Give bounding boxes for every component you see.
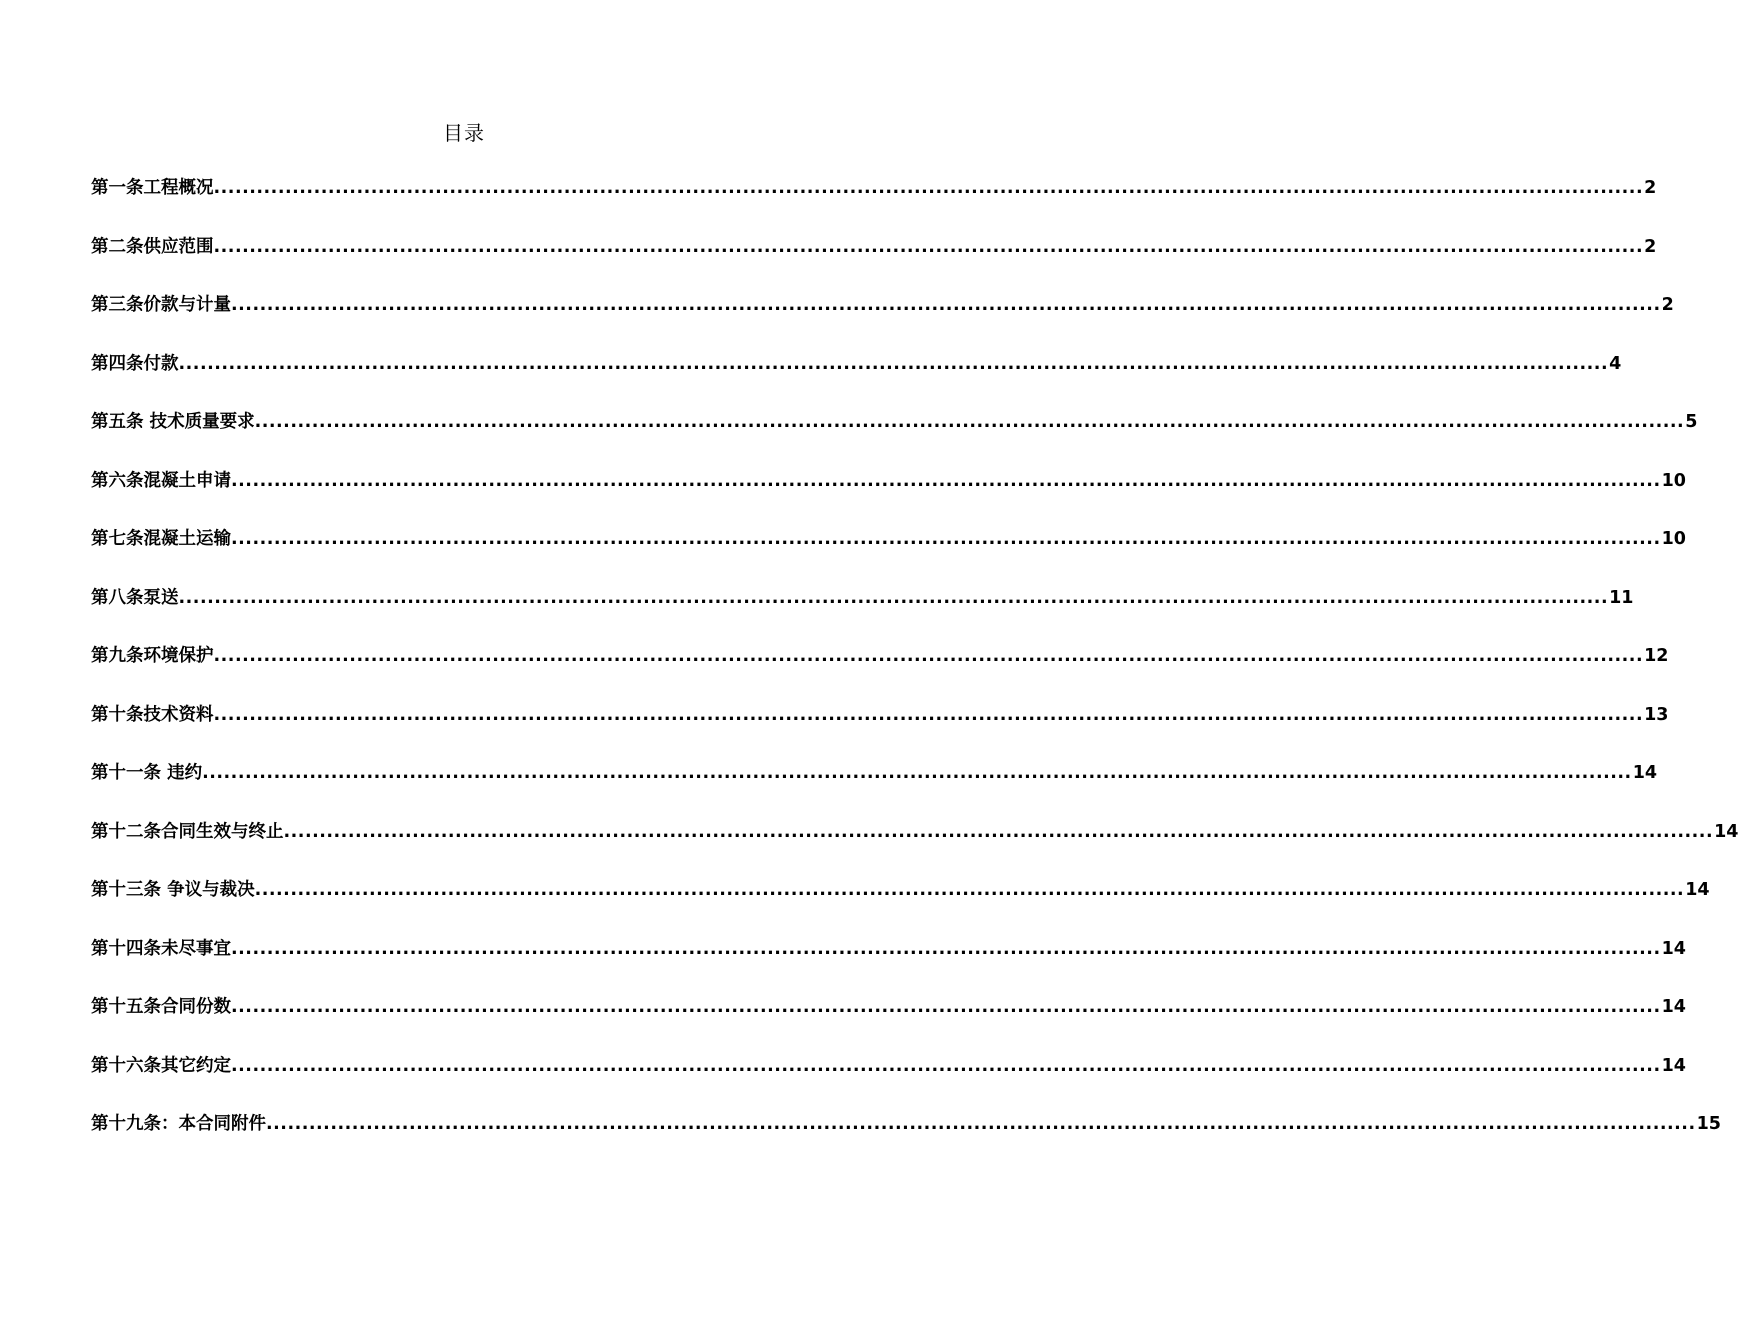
toc-entry-label: 第十二条合同生效与终止 <box>91 821 284 842</box>
toc-entry-label: 第九条环境保护 <box>91 646 214 666</box>
toc-entry-page-number: 12 <box>1644 646 1669 666</box>
toc-dot-leader: ........................................................................................................................................................................................................ <box>231 295 1661 315</box>
toc-entry-page-number: 10 <box>1661 529 1686 549</box>
toc-entry-label: 第十一条 违约 <box>91 763 203 783</box>
toc-entry[interactable] <box>91 759 1658 818</box>
toc-entry[interactable] <box>91 174 1657 233</box>
toc-dot-leader: ........................................................................................................................................................................................................ <box>266 1114 1696 1134</box>
toc-entry-label: 第三条价款与计量 <box>91 295 231 315</box>
toc-entry-page-number: 4 <box>1609 353 1622 374</box>
toc-entry[interactable] <box>91 935 1686 994</box>
toc-dot-leader: ........................................................................................................................................................................................................ <box>283 821 1714 842</box>
toc-entry-page-number: 14 <box>1632 763 1658 783</box>
toc-dot-leader: ........................................................................................................................................................................................................ <box>202 763 1632 783</box>
toc-entry[interactable] <box>91 701 1669 760</box>
toc-entry-label: 第十四条未尽事宜 <box>91 938 231 959</box>
toc-entry-label: 第六条混凝土申请 <box>91 470 231 491</box>
toc-dot-leader: ........................................................................................................................................................................................................ <box>213 178 1644 198</box>
toc-entry-page-number: 2 <box>1644 236 1657 257</box>
toc-entry[interactable] <box>91 350 1622 409</box>
toc-dot-leader: ........................................................................................................................................................................................................ <box>254 880 1685 900</box>
toc-title: 目录 <box>443 121 485 145</box>
toc-entry-label: 第四条付款 <box>91 353 179 374</box>
toc-dot-leader: ........................................................................................................................................................................................................ <box>231 529 1661 549</box>
toc-entry-page-number: 10 <box>1661 470 1686 491</box>
toc-entry[interactable] <box>91 1110 1721 1169</box>
toc-entry-page-number: 14 <box>1661 938 1686 959</box>
toc-entry-page-number: 15 <box>1696 1114 1721 1134</box>
toc-entry-label: 第一条工程概况 <box>91 178 214 198</box>
toc-entry-page-number: 13 <box>1644 704 1669 725</box>
toc-entry[interactable] <box>91 291 1674 350</box>
toc-dot-leader: ........................................................................................................................................................................................................ <box>231 938 1661 959</box>
toc-entry-label: 第十条技术资料 <box>91 704 214 725</box>
toc-entry-label: 第十九条：本合同附件 <box>91 1114 266 1134</box>
toc-entry-page-number: 14 <box>1714 821 1738 842</box>
toc-entry-page-number: 2 <box>1644 178 1657 198</box>
toc-entry-label: 第十五条合同份数 <box>91 997 231 1017</box>
toc-entry-page-number: 14 <box>1661 997 1686 1017</box>
toc-entry[interactable] <box>91 584 1634 643</box>
toc-entry-label: 第五条 技术质量要求 <box>91 412 255 432</box>
toc-entry-label: 第七条混凝土运输 <box>91 529 231 549</box>
toc-entry[interactable] <box>91 525 1686 584</box>
toc-dot-leader: ........................................................................................................................................................................................................ <box>231 997 1661 1017</box>
toc-dot-leader: ........................................................................................................................................................................................................ <box>231 1055 1661 1076</box>
toc-list <box>91 174 1738 1169</box>
toc-entry[interactable] <box>91 818 1738 877</box>
toc-dot-leader: ........................................................................................................................................................................................................ <box>178 587 1609 608</box>
toc-entry[interactable] <box>91 408 1698 467</box>
toc-entry[interactable] <box>91 876 1710 935</box>
toc-entry[interactable] <box>91 993 1686 1052</box>
toc-entry[interactable] <box>91 467 1686 526</box>
toc-entry-label: 第二条供应范围 <box>91 236 214 257</box>
toc-entry[interactable] <box>91 1052 1686 1111</box>
toc-dot-leader: ........................................................................................................................................................................................................ <box>231 470 1661 491</box>
toc-entry-page-number: 14 <box>1661 1055 1686 1076</box>
toc-entry-label: 第八条泵送 <box>91 587 179 608</box>
toc-dot-leader: ........................................................................................................................................................................................................ <box>213 646 1644 666</box>
toc-dot-leader: ........................................................................................................................................................................................................ <box>213 704 1644 725</box>
toc-dot-leader: ........................................................................................................................................................................................................ <box>213 236 1644 257</box>
toc-entry[interactable] <box>91 642 1669 701</box>
toc-entry-label: 第十三条 争议与裁决 <box>91 880 255 900</box>
toc-entry-page-number: 11 <box>1609 587 1634 608</box>
toc-entry-page-number: 5 <box>1685 412 1698 432</box>
toc-entry[interactable] <box>91 233 1657 292</box>
toc-dot-leader: ........................................................................................................................................................................................................ <box>178 353 1609 374</box>
toc-entry-label: 第十六条其它约定 <box>91 1055 231 1076</box>
toc-entry-page-number: 14 <box>1685 880 1710 900</box>
toc-dot-leader: ........................................................................................................................................................................................................ <box>254 412 1685 432</box>
toc-entry-page-number: 2 <box>1661 295 1674 315</box>
